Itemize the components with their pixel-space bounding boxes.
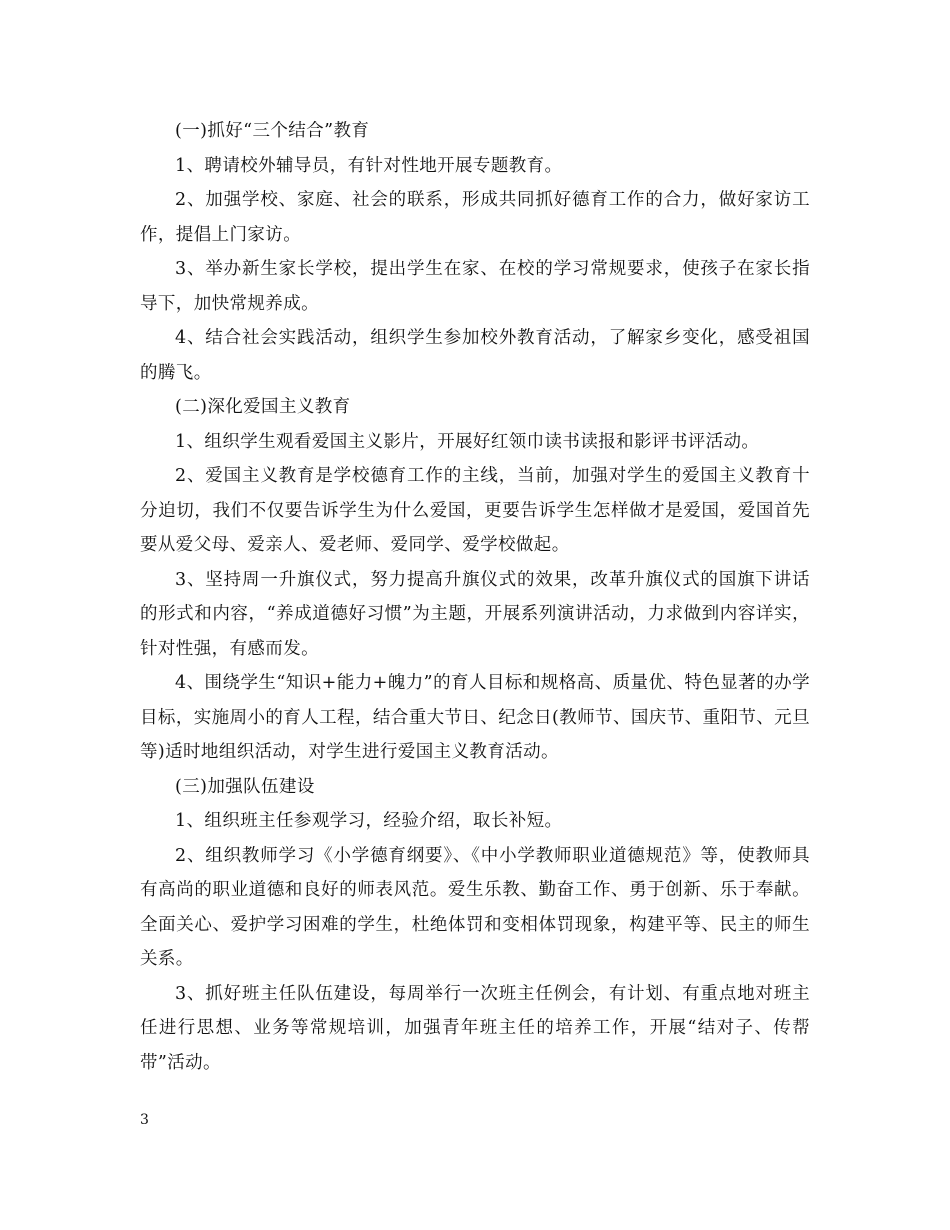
paragraph: 2、组织教师学习《小学德育纲要》、《中小学教师职业道德规范》等，使教师具有高尚的职业道德和良好的师表风范。爱生乐教、勤奋工作、勇于创新、乐于奉献。全面关心、爱护学习困难的学生，杜绝体罚和变相体罚现象，构建平等、民主的师生关系。 [140, 845, 810, 969]
paragraph: 3、举办新生家长学校，提出学生在家、在校的学习常规要求，使孩子在家长指导下，加快常规养成。 [140, 259, 810, 314]
section-heading-2: (二)深化爱国主义教育 [175, 397, 351, 417]
paragraph: 3、坚持周一升旗仪式，努力提高升旗仪式的效果，改革升旗仪式的国旗下讲话的形式和内容，“养成道德好习惯”为主题，开展系列演讲活动，力求做到内容详实，针对性强，有感而发。 [140, 569, 810, 659]
paragraph: 4、围绕学生“知识+能力+魄力”的育人目标和规格高、质量优、特色显著的办学目标，实施周小的育人工程，结合重大节日、纪念日(教师节、国庆节、重阳节、元旦等)适时地组织活动，对学生进行爱国主义教育活动。 [140, 673, 810, 762]
document-body [140, 114, 810, 1080]
paragraph: 3、抓好班主任队伍建设，每周举行一次班主任例会，有计划、有重点地对班主任进行思想、业务等常规培训，加强青年班主任的培养工作，开展“结对子、传帮带”活动。 [140, 983, 810, 1073]
section-heading-3: (三)加强队伍建设 [175, 776, 315, 797]
section-heading-1: (一)抓好“三个结合”教育 [175, 121, 370, 141]
paragraph: 2、加强学校、家庭、社会的联系，形成共同抓好德育工作的合力，做好家访工作，提倡上门家访。 [140, 190, 810, 245]
paragraph: 4、结合社会实践活动，组织学生参加校外教育活动，了解家乡变化，感受祖国的腾飞。 [140, 328, 810, 383]
page-number: 3 [140, 1112, 149, 1128]
paragraph: 2、爱国主义教育是学校德育工作的主线，当前，加强对学生的爱国主义教育十分迫切，我们不仅要告诉学生为什么爱国，更要告诉学生怎样做才是爱国，爱国首先要从爱父母、爱亲人、爱老师、爱同学、爱学校做起。 [140, 466, 810, 555]
paragraph: 1、聘请校外辅导员，有针对性地开展专题教育。 [175, 155, 563, 176]
paragraph: 1、组织学生观看爱国主义影片，开展好红领巾读书读报和影评书评活动。 [175, 431, 760, 452]
paragraph: 1、组织班主任参观学习，经验介绍，取长补短。 [175, 811, 563, 831]
